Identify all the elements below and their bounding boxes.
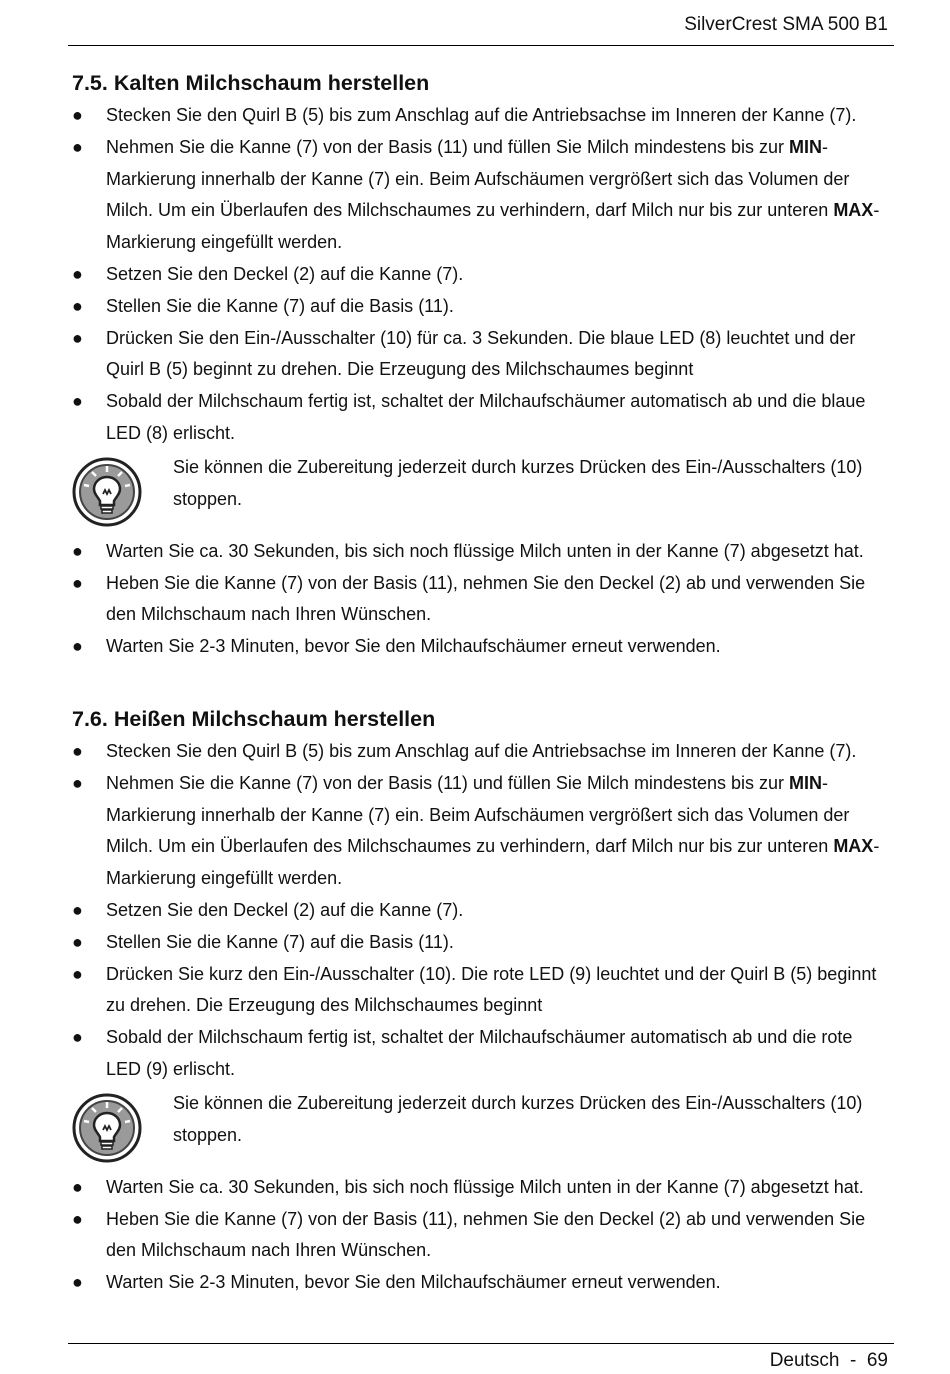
page-header-title: SilverCrest SMA 500 B1 xyxy=(684,14,888,35)
list-item-text: Nehmen Sie die Kanne (7) von der Basis (11) und füllen Sie Milch mindestens bis zur xyxy=(106,136,790,157)
instruction-list xyxy=(72,736,892,1086)
list-item xyxy=(72,291,892,323)
tip-text: Sie können die Zubereitung jederzeit durch kurzes Drücken des Ein-/Ausschalters (10) stoppen. xyxy=(173,456,863,509)
max-marker-label: MAX xyxy=(833,836,874,857)
list-item xyxy=(72,1172,892,1204)
tip-note xyxy=(72,1087,892,1161)
list-item-text: Sobald der Milchschaum fertig ist, schaltet der Milchaufschäumer automatisch ab und die blaue LED (8) erlischt. xyxy=(106,391,866,443)
list-item xyxy=(72,1267,892,1299)
instruction-list xyxy=(72,100,892,450)
bullet-icon: ● xyxy=(72,136,83,157)
list-item-text: -Markierung eingefüllt werden. xyxy=(106,200,880,253)
footer-divider xyxy=(68,1343,894,1344)
list-item xyxy=(72,927,892,959)
list-item xyxy=(72,568,892,632)
list-item-text: Warten Sie 2-3 Minuten, bevor Sie den Milchaufschäumer erneut verwenden. xyxy=(106,1272,721,1293)
bullet-icon: ● xyxy=(72,741,83,761)
tip-note xyxy=(72,451,892,525)
bullet-icon: ● xyxy=(72,899,83,920)
list-item-text: Drücken Sie kurz den Ein-/Ausschalter (10). Die rote LED (9) leuchtet und der Quirl B (5) beginnt zu drehen. Die Erzeugung des Milchschaumes beginnt xyxy=(106,963,877,1016)
list-item-text: -Markierung eingefüllt werden. xyxy=(106,836,880,889)
page-footer xyxy=(770,1349,888,1373)
page-number: 69 xyxy=(866,1350,888,1371)
bullet-icon: ● xyxy=(72,391,83,412)
list-item-text: -Markierung innerhalb der Kanne (7) ein. Beim Aufschäumen vergrößert sich das Volumen der Milch. Um ein Überlaufen des Milchschaumes zu verhindern, darf Milch nur bis zur unteren xyxy=(106,136,850,221)
list-item xyxy=(72,536,892,568)
min-marker-label: MIN xyxy=(789,772,823,793)
bullet-icon: ● xyxy=(72,772,83,793)
list-item xyxy=(72,1022,892,1086)
list-item-text: Stecken Sie den Quirl B (5) bis zum Anschlag auf die Antriebsachse im Inneren der Kanne (7). xyxy=(106,741,857,761)
section-title: 7.5. Kalten Milchschaum herstellen xyxy=(72,71,430,95)
list-item xyxy=(72,1204,892,1268)
footer-language: Deutsch xyxy=(769,1350,840,1371)
bullet-icon: ● xyxy=(72,1272,83,1293)
bullet-icon: ● xyxy=(72,1027,83,1048)
bullet-icon: ● xyxy=(72,1176,83,1197)
list-item-text: Setzen Sie den Deckel (2) auf die Kanne (7). xyxy=(106,263,464,284)
list-item-text: Warten Sie ca. 30 Sekunden, bis sich noch flüssige Milch unten in der Kanne (7) abgesetzt hat. xyxy=(106,1176,864,1197)
list-item-text: -Markierung innerhalb der Kanne (7) ein. Beim Aufschäumen vergrößert sich das Volumen der Milch. Um ein Überlaufen des Milchschaumes zu verhindern, darf Milch nur bis zur unteren xyxy=(106,772,850,857)
list-item xyxy=(72,259,892,291)
list-item-text: Warten Sie ca. 30 Sekunden, bis sich noch flüssige Milch unten in der Kanne (7) abgesetzt hat. xyxy=(106,540,864,561)
list-item-text: Heben Sie die Kanne (7) von der Basis (11), nehmen Sie den Deckel (2) ab und verwenden Sie den Milchschaum nach Ihren Wünschen. xyxy=(106,572,866,625)
bullet-icon: ● xyxy=(72,931,83,952)
list-item xyxy=(72,100,892,132)
min-marker-label: MIN xyxy=(789,136,823,157)
bullet-icon: ● xyxy=(72,1208,83,1229)
instruction-list xyxy=(72,1172,892,1299)
list-item xyxy=(72,736,892,768)
bullet-icon: ● xyxy=(72,295,83,316)
bullet-icon: ● xyxy=(72,263,83,284)
list-item xyxy=(72,959,892,1023)
max-marker-label: MAX xyxy=(833,200,874,221)
bullet-icon: ● xyxy=(72,105,83,125)
list-item xyxy=(72,323,892,387)
section-cold-milk-foam xyxy=(72,68,892,663)
lightbulb-icon xyxy=(72,457,142,527)
instruction-list xyxy=(72,536,892,663)
bullet-icon: ● xyxy=(72,540,83,561)
bullet-icon: ● xyxy=(72,572,83,593)
list-item-text: Stellen Sie die Kanne (7) auf die Basis (11). xyxy=(106,295,454,316)
section-title: 7.6. Heißen Milchschaum herstellen xyxy=(72,707,436,731)
bullet-icon: ● xyxy=(72,963,83,984)
list-item-text: Drücken Sie den Ein-/Ausschalter (10) für ca. 3 Sekunden. Die blaue LED (8) leuchtet und der Quirl B (5) beginnt zu drehen. Die Erzeugung des Milchschaumes beginnt xyxy=(106,327,856,380)
list-item xyxy=(72,386,892,450)
list-item xyxy=(72,132,892,259)
footer-separator: - xyxy=(849,1350,857,1371)
list-item-text: Nehmen Sie die Kanne (7) von der Basis (11) und füllen Sie Milch mindestens bis zur xyxy=(106,772,790,793)
list-item xyxy=(72,895,892,927)
tip-text: Sie können die Zubereitung jederzeit durch kurzes Drücken des Ein-/Ausschalters (10) stoppen. xyxy=(173,1092,863,1145)
list-item-text: Setzen Sie den Deckel (2) auf die Kanne (7). xyxy=(106,899,464,920)
bullet-icon: ● xyxy=(72,327,83,348)
bullet-icon: ● xyxy=(72,636,83,657)
list-item-text: Heben Sie die Kanne (7) von der Basis (11), nehmen Sie den Deckel (2) ab und verwenden Sie den Milchschaum nach Ihren Wünschen. xyxy=(106,1208,866,1261)
list-item-text: Sobald der Milchschaum fertig ist, schaltet der Milchaufschäumer automatisch ab und die rote LED (9) erlischt. xyxy=(106,1027,853,1079)
list-item-text: Stellen Sie die Kanne (7) auf die Basis (11). xyxy=(106,931,454,952)
header-divider xyxy=(68,45,894,46)
list-item-text: Warten Sie 2-3 Minuten, bevor Sie den Milchaufschäumer erneut verwenden. xyxy=(106,636,721,657)
lightbulb-icon xyxy=(72,1093,142,1163)
list-item-text: Stecken Sie den Quirl B (5) bis zum Anschlag auf die Antriebsachse im Inneren der Kanne (7). xyxy=(106,105,857,125)
section-hot-milk-foam xyxy=(72,704,892,1299)
list-item xyxy=(72,768,892,895)
list-item xyxy=(72,631,892,663)
